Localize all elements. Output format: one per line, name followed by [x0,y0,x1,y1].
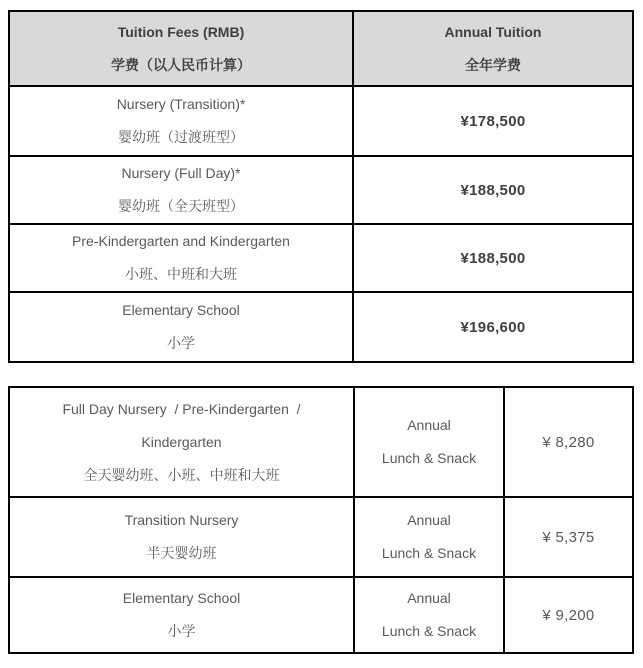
program-name-en: Transition Nursery [124,512,239,528]
program-name-en: Nursery (Full Day)* [121,165,241,181]
annual-tuition-header-cell [353,11,633,86]
table-row [9,224,633,292]
program-name-en-line2: Kindergarten [141,433,222,450]
tuition-price-cell [353,86,633,156]
program-name-cell [9,224,353,292]
tuition-price-cell [353,224,633,292]
program-name-zh: 小学 [167,335,195,351]
tuition-price: ¥178,500 [460,112,526,130]
program-name-cell [9,156,353,224]
lunch-price-cell [504,387,633,497]
program-name-zh: 婴幼班（全天班型） [118,198,244,214]
program-name-en-line1: Full Day Nursery / Pre-Kindergarten / [62,400,301,417]
table-row [9,292,633,362]
fee-type-line1: Annual [407,512,451,528]
program-name-zh: 婴幼班（过渡班型） [118,129,244,145]
table-row [9,497,633,577]
fee-type-cell [354,387,504,497]
tuition-fees-header-cell [9,11,353,86]
lunch-price-cell [504,497,633,577]
fee-type-line2: Lunch & Snack [381,545,477,561]
tuition-header-row [9,11,633,86]
table-row [9,86,633,156]
tuition-fees-header-zh: 学费（以人民币计算） [111,56,251,73]
program-name-en: Nursery (Transition)* [116,96,246,112]
lunch-snack-fees-table [8,386,634,654]
program-name-cell [9,86,353,156]
fee-type-line2: Lunch & Snack [381,623,477,639]
tuition-fees-header-en: Tuition Fees (RMB) [117,23,245,40]
program-name-en: Elementary School [122,302,240,318]
tuition-price-cell [353,292,633,362]
program-name-cell [9,497,354,577]
program-name-en: Pre-Kindergarten and Kindergarten [72,233,290,249]
fee-type-cell [354,577,504,653]
table-row [9,577,633,653]
program-name-zh: 半天婴幼班 [146,545,217,561]
tuition-fees-table [8,10,634,363]
program-name-zh: 小班、中班和大班 [125,266,237,282]
lunch-price: ¥ 9,200 [542,606,595,624]
program-name-zh: 小学 [167,623,196,639]
fee-type-cell [354,497,504,577]
program-name-cell [9,292,353,362]
lunch-price-cell [504,577,633,653]
annual-tuition-header-en: Annual Tuition [444,23,542,40]
table-row [9,156,633,224]
program-name-cell [9,387,354,497]
annual-tuition-header-zh: 全年学费 [465,56,521,73]
program-name-en: Elementary School [122,590,241,606]
tuition-price: ¥188,500 [460,181,526,199]
tuition-price: ¥188,500 [460,249,526,267]
fee-type-line2: Lunch & Snack [381,450,477,466]
lunch-price: ¥ 5,375 [542,528,595,546]
fee-type-line1: Annual [407,417,451,433]
lunch-price: ¥ 8,280 [542,433,595,451]
program-name-zh: 全天婴幼班、小班、中班和大班 [83,466,280,483]
program-name-cell [9,577,354,653]
fee-type-line1: Annual [407,590,451,606]
tuition-price-cell [353,156,633,224]
tuition-price: ¥196,600 [460,318,526,336]
table-row [9,387,633,497]
